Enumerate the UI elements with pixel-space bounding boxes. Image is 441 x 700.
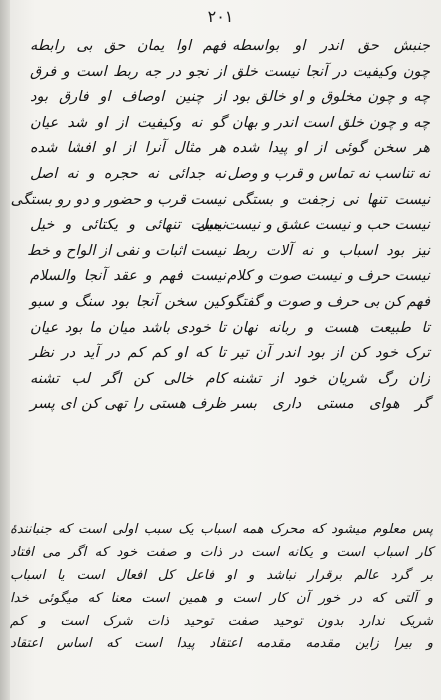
verse-hemistich: چه و چون خلق است اندر و بهان [232, 114, 430, 131]
verse-hemistich: زان رگ شریان خود از تشنه [232, 370, 430, 387]
verse-hemistich: نیست تنها نی زجفت و بستگی [232, 191, 430, 208]
prose-line: و آلتی که در خور آن کار است و همین است معنا که میگوئی خدا [10, 590, 433, 606]
verse-hemistich: گر هوای مستی داری بسر [232, 396, 430, 413]
verse-hemistich: فهم کن بی حرف و صوت و گفتگو [226, 293, 430, 310]
verse-hemistich: کین سخن آنجا بود سنگ و سبو [30, 293, 226, 310]
prose-line: و بیرا زاین مقدمه مقدمه اعتقاد پیدا است که اساس اعتقاد [10, 636, 433, 652]
verse-hemistich: تا خودی باشد میان ما بود عیان [30, 319, 226, 336]
verse-hemistich: ترک خود کن از بود اندر آن تیر [232, 345, 430, 362]
verse-hemistich: نه تناسب نه تماس و قرب و وصل [227, 165, 430, 182]
verse-hemistich: هر سخن گوئی از او پیدا شده [232, 140, 430, 157]
verse-column-left [10, 34, 226, 418]
prose-line: پس معلوم میشود که محرک همه اسباب یک سبب اولی است که جنبانندهٔ [10, 522, 433, 537]
verse-hemistich: از نجو در جه ربط است و فرق [30, 63, 226, 80]
prose-paragraph [10, 519, 433, 656]
prose-line: بر گرد عالم برقرار نباشد و او فاعل کل افعال است یا اسباب [10, 567, 433, 583]
verse-hemistich: نیست تنهائی و یکتائی و خیل [30, 217, 226, 234]
verse-hemistich: نیست اثبات و نفی از الواح و خط [27, 242, 226, 259]
verse-hemistich: نیست قرب و حضور و دو رو بستگی [10, 191, 226, 208]
verse-hemistich: نیز بود اسباب و نه آلات ربط [232, 242, 430, 259]
verse-hemistich: جنبش حق اندر او بواسطه [232, 38, 430, 54]
verse-hemistich: ظرف هستی را تهی کن ای پسر [30, 396, 226, 413]
page-number: ۲۰۱ [207, 7, 234, 26]
verse-hemistich: هر مثال آنرا از او افشا شده [30, 140, 226, 157]
verse-hemistich: از چنین اوصاف او فارق بود [30, 89, 226, 106]
verse-hemistich: تا که او کم کم در آید در نظر [30, 345, 226, 362]
verse-column-right [196, 34, 430, 418]
verse-hemistich: چه و چون مخلوق و او خالق بود [232, 89, 430, 106]
verse-hemistich: نیست حب و نیست عشق و نیست میل [196, 217, 430, 234]
page-gutter-shadow [0, 0, 10, 700]
verse-hemistich: تا طبیعت هست و ربانه نهان [232, 319, 430, 336]
verse-hemistich: نیست حرف و نیست صوت و کلام [227, 268, 430, 285]
verse-hemistich: فهم اوا یمان حق بی رابطه [30, 38, 226, 54]
verse-hemistich: نیست فهم و عقد آنجا والسلام [30, 268, 226, 285]
verse-hemistich: گو نه وکیفیت از او شد عیان [30, 114, 226, 131]
prose-line: شریک ندارد بدون توحید صفت توحید ذات شرک است و کم [10, 613, 433, 629]
verse-hemistich: نه جدائی نه حجره و نه اصل [30, 165, 226, 182]
prose-line: کار اسباب است و یکانه است در ذات و صفت خود که اگر می افتاد [10, 544, 433, 560]
verse-hemistich: چون وکیفیت در آنجا نیست خلق [232, 63, 430, 80]
verse-hemistich: کام خالی کن اگر لب تشنه [30, 370, 226, 387]
